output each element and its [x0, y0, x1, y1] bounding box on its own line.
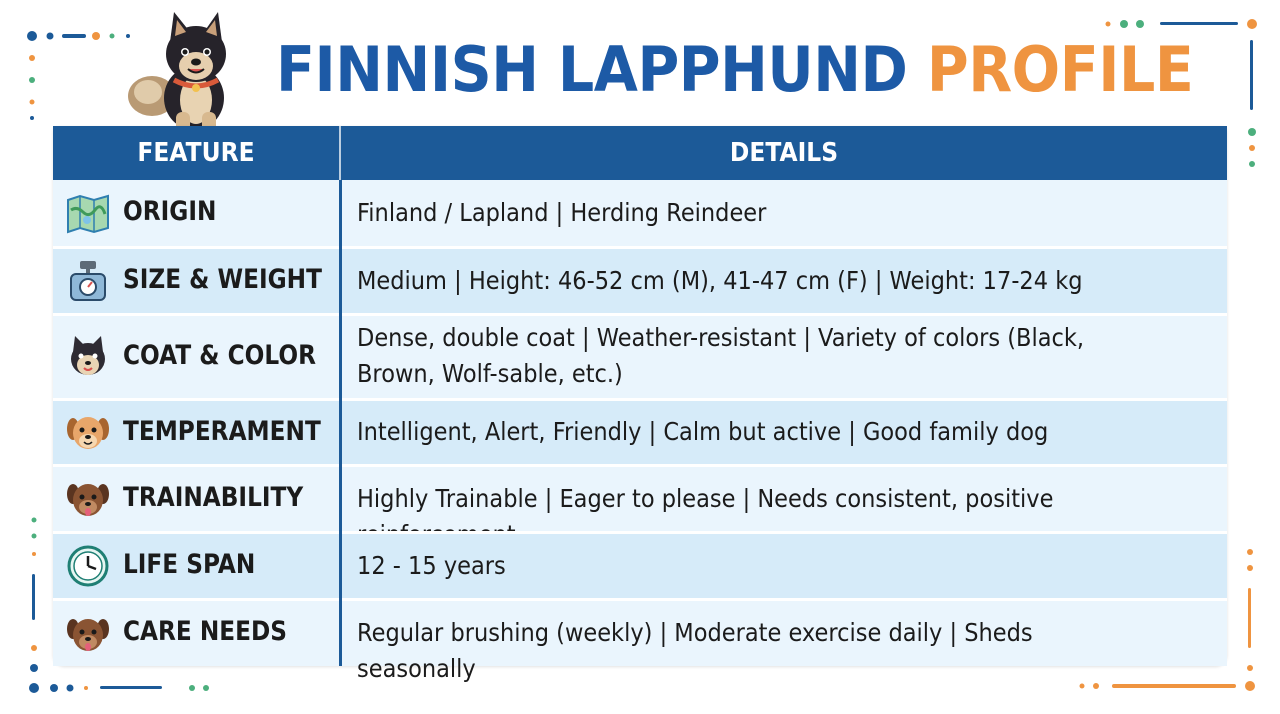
clock-icon	[65, 543, 111, 589]
table-row	[53, 401, 1227, 464]
feature-label: LIFE SPAN	[123, 549, 256, 580]
scale-icon	[65, 258, 111, 304]
header-divider	[339, 126, 341, 180]
table-row	[53, 180, 1227, 246]
feature-label: ORIGIN	[123, 196, 217, 227]
feature-label: SIZE & WEIGHT	[123, 264, 322, 295]
title-accent: PROFILE	[926, 33, 1194, 106]
table-row	[53, 249, 1227, 313]
table-header	[53, 126, 1227, 180]
table-row	[53, 316, 1227, 398]
lapphund-mascot-illustration	[118, 8, 248, 134]
brown-dog-icon	[65, 611, 111, 657]
column-divider	[339, 180, 342, 666]
map-icon	[65, 190, 111, 236]
detail-text: Dense, double coat | Weather-resistant | Variety of colors (Black, Brown, Wolf-sable, etc.)	[357, 323, 1085, 388]
detail-text: Finland / Lapland | Herding Reindeer	[357, 198, 767, 227]
page-title	[276, 30, 1194, 110]
detail-text: Medium | Height: 46-52 cm (M), 41-47 cm (F) | Weight: 17-24 kg	[357, 266, 1083, 295]
feature-label: TRAINABILITY	[123, 482, 304, 513]
feature-label: COAT & COLOR	[123, 340, 316, 371]
feature-label: CARE NEEDS	[123, 616, 287, 647]
title-main: FINNISH LAPPHUND	[276, 33, 908, 106]
happy-dog-icon	[65, 409, 111, 455]
table-row	[53, 467, 1227, 531]
detail-text: Regular brushing (weekly) | Moderate exercise daily | Sheds seasonally	[357, 618, 1033, 683]
header-details: DETAILS	[729, 138, 839, 168]
header-feature: FEATURE	[137, 138, 255, 168]
feature-label: TEMPERAMENT	[123, 416, 321, 447]
profile-table	[53, 126, 1227, 683]
dog-face-icon	[65, 334, 111, 380]
table-row	[53, 601, 1227, 683]
detail-text: Highly Trainable | Eager to please | Needs consistent, positive	[357, 484, 1054, 513]
detail-text: Intelligent, Alert, Friendly | Calm but active | Good family dog	[357, 417, 1049, 446]
table-row	[53, 534, 1227, 598]
brown-dog-icon	[65, 476, 111, 522]
detail-text: 12 - 15 years	[357, 551, 506, 580]
